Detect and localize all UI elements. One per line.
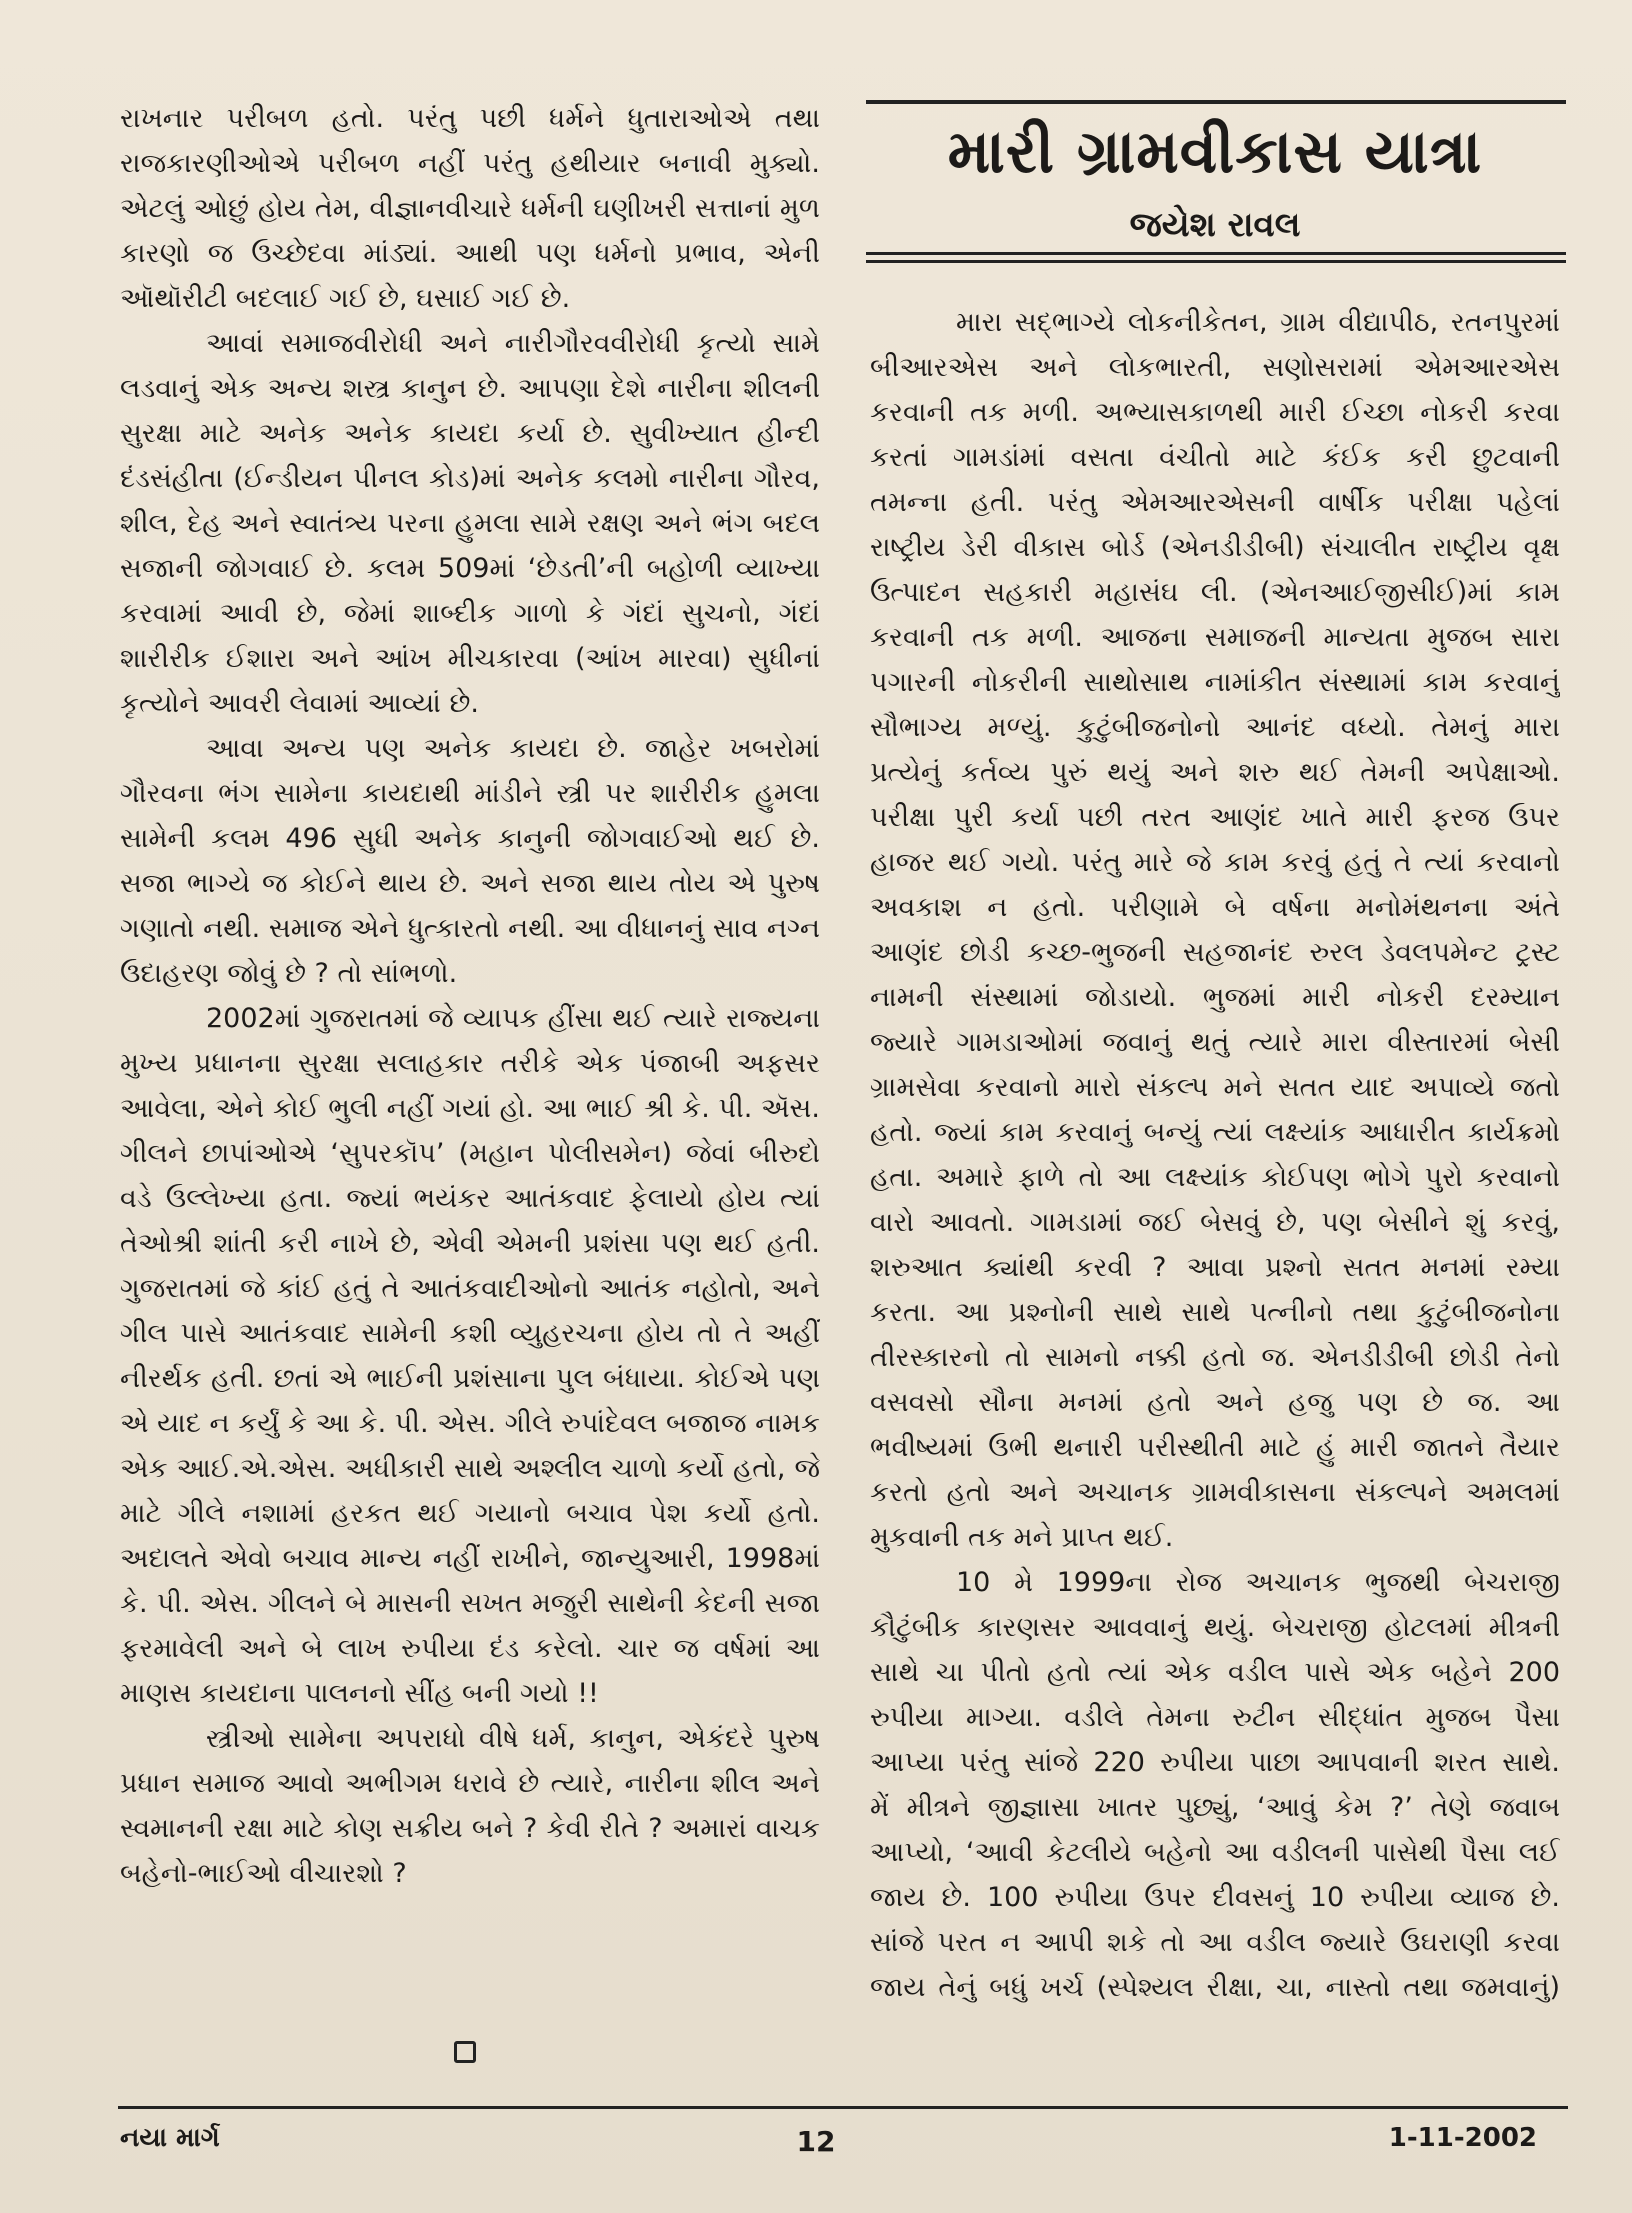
text-line: તેઓશ્રી શાંતી કરી નાખે છે, એવી એમની પ્રશંસા પણ થઈ હતી. <box>120 1228 820 1259</box>
text-line: દંડસંહીતા (ઈન્ડીયન પીનલ કોડ)માં અનેક કલમો નારીના ગૌરવ, <box>120 463 820 494</box>
text-line: લડવાનું એક અન્ય શસ્ત્ર કાનુન છે. આપણા દેશે નારીના શીલની <box>120 373 820 404</box>
article-author: જયેશ રાવલ <box>1129 205 1301 245</box>
text-line: સુરક્ષા માટે અનેક અનેક કાયદા કર્યા છે. સુવીખ્યાત હીન્દી <box>120 418 820 449</box>
text-line: ઉત્પાદન સહકારી મહાસંઘ લી. (એનઆઈજીસીઈ)માં કામ <box>870 577 1560 608</box>
text-line: ભવીષ્યમાં ઉભી થનારી પરીસ્થીતી માટે હું મારી જાતને તૈયાર <box>870 1432 1560 1463</box>
text-line: હતો. જ્યાં કામ કરવાનું બન્યું ત્યાં લક્ષ્યાંક આધારીત કાર્યક્રમો <box>870 1117 1560 1148</box>
text-line: કરવાની તક મળી. આજના સમાજની માન્યતા મુજબ સારા <box>870 622 1560 653</box>
text-line: પ્રધાન સમાજ આવો અભીગમ ધરાવે છે ત્યારે, નારીના શીલ અને <box>120 1768 820 1799</box>
text-line: સામેની કલમ 496 સુધી અનેક કાનુની જોગવાઈઓ થઈ છે. <box>120 823 820 854</box>
text-line: નીરર્થક હતી. છતાં એ ભાઈની પ્રશંસાના પુલ બંધાયા. કોઈએ પણ <box>120 1363 820 1394</box>
text-line: ગુજરાતમાં જે કાંઈ હતું તે આતંકવાદીઓનો આતંક નહોતો, અને <box>120 1273 820 1304</box>
author-rule-2 <box>866 260 1566 263</box>
text-line: પ્રત્યેનું કર્તવ્ય પુરું થયું અને શરુ થઈ તેમની અપેક્ષાઓ. <box>870 757 1560 788</box>
text-line: તમન્ના હતી. પરંતુ એમઆરએસની વાર્ષીક પરીક્ષા પહેલાં <box>870 487 1560 518</box>
text-line: કરવામાં આવી છે, જેમાં શાબ્દીક ગાળો કે ગંદાં સુચનો, ગંદાં <box>120 598 820 629</box>
end-of-article-mark <box>454 2041 476 2063</box>
text-line: આવેલા, એને કોઈ ભુલી નહીં ગયાં હો. આ ભાઈ શ્રી કે. પી. ઍસ. <box>120 1093 820 1124</box>
right-column <box>870 300 1560 2010</box>
text-line: સૌભાગ્ય મળ્યું. કુટુંબીજનોનો આનંદ વધ્યો. તેમનું મારા <box>870 712 1560 743</box>
text-line: એક આઈ.એ.એસ. અધીકારી સાથે અશ્લીલ ચાળો કર્યો હતો, જે <box>120 1453 820 1484</box>
text-line: આણંદ છોડી કચ્છ-ભુજની સહજાનંદ રુરલ ડેવલપમેન્ટ ટ્રસ્ટ <box>870 937 1560 968</box>
text-line: રાષ્ટ્રીય ડેરી વીકાસ બોર્ડ (એનડીડીબી) સંચાલીત રાષ્ટ્રીય વૃક્ષ <box>870 532 1560 563</box>
article-title: મારી ગ્રામવીકાસ યાત્રા <box>947 117 1483 187</box>
text-line: મુખ્ય પ્રધાનના સુરક્ષા સલાહકાર તરીકે એક પંજાબી અફસર <box>120 1048 820 1079</box>
author-rule-1 <box>866 252 1566 255</box>
text-line: કે. પી. એસ. ગીલને બે માસની સખત મજુરી સાથેની કેદની સજા <box>120 1588 820 1619</box>
text-line: કૃત્યોને આવરી લેવામાં આવ્યાં છે. <box>120 688 479 719</box>
text-line: અદાલતે એવો બચાવ માન્ય નહીં રાખીને, જાન્યુઆરી, 1998માં <box>120 1543 820 1574</box>
text-line: મારા સદ્ભાગ્યે લોકનીકેતન, ગ્રામ વીદ્યાપીઠ, રતનપુરમાં <box>956 307 1560 338</box>
text-line: વસવસો સૌના મનમાં હતો અને હજુ પણ છે જ. આ <box>870 1387 1560 1418</box>
text-line: સજાની જોગવાઈ છે. કલમ 509માં ‘છેડતી’ની બહોળી વ્યાખ્યા <box>120 553 820 584</box>
text-line: પરીક્ષા પુરી કર્યા પછી તરત આણંદ ખાતે મારી ફરજ ઉપર <box>870 802 1560 833</box>
text-line: જ્યારે ગામડાઓમાં જવાનું થતું ત્યારે મારા વીસ્તારમાં બેસી <box>870 1027 1560 1058</box>
text-line: એ યાદ ન કર્યું કે આ કે. પી. એસ. ગીલે રુપાંદેવલ બજાજ નામક <box>120 1408 820 1439</box>
text-line: કરતાં ગામડાંમાં વસતા વંચીતો માટે કંઈક કરી છુટવાની <box>870 442 1560 473</box>
text-line: કરતો હતો અને અચાનક ગ્રામવીકાસના સંકલ્પને અમલમાં <box>870 1477 1560 1508</box>
text-line: આપ્યો, ‘આવી કેટલીયે બહેનો આ વડીલની પાસેથી પૈસા લઈ <box>870 1837 1560 1868</box>
text-line: આવા અન્ય પણ અનેક કાયદા છે. જાહેર ખબરોમાં <box>206 733 820 764</box>
text-line: મેં મીત્રને જીજ્ઞાસા ખાતર પુછ્યું, ‘આવું કેમ ?’ તેણે જવાબ <box>870 1792 1560 1823</box>
text-line: શારીરીક ઈશારા અને આંખ મીચકારવા (આંખ મારવા) સુધીનાં <box>120 643 820 674</box>
text-line: ઑથૉરીટી બદલાઈ ગઈ છે, ઘસાઈ ગઈ છે. <box>120 283 571 314</box>
left-column <box>120 96 820 1896</box>
text-line: આપ્યા પરંતુ સાંજે 220 રુપીયા પાછા આપવાની શરત સાથે. <box>870 1747 1560 1778</box>
footer-date: 1-11-2002 <box>1388 2123 1537 2153</box>
text-line: જાય છે. 100 રુપીયા ઉપર દીવસનું 10 રુપીયા વ્યાજ છે. <box>870 1882 1560 1913</box>
footer-page-number: 12 <box>796 2125 836 2158</box>
text-line: બહેનો-ભાઈઓ વીચારશો ? <box>120 1858 407 1889</box>
text-line: સ્વમાનની રક્ષા માટે કોણ સક્રીય બને ? કેવી રીતે ? અમારાં વાચક <box>120 1813 820 1844</box>
text-line: રાખનાર પરીબળ હતો. પરંતુ પછી ધર્મને ધુતારાઓએ તથા <box>120 103 820 134</box>
text-line: જાય તેનું બધું ખર્ચ (સ્પેશ્યલ રીક્ષા, ચા, નાસ્તો તથા જમવાનું) <box>870 1972 1560 2003</box>
text-line: હાજર થઈ ગયો. પરંતુ મારે જે કામ કરવું હતું તે ત્યાં કરવાનો <box>870 847 1560 878</box>
text-line: માટે ગીલે નશામાં હરકત થઈ ગયાનો બચાવ પેશ કર્યો હતો. <box>120 1498 820 1529</box>
text-line: એટલું ઓછું હોય તેમ, વીજ્ઞાનવીચારે ધર્મની ઘણીખરી સત્તાનાં મુળ <box>120 193 820 224</box>
text-line: કારણો જ ઉચ્છેદવા માંડ્યાં. આથી પણ ધર્મનો પ્રભાવ, એની <box>120 238 820 269</box>
text-line: પગારની નોકરીની સાથોસાથ નામાંકીત સંસ્થામાં કામ કરવાનું <box>870 667 1560 698</box>
text-line: હતા. અમારે ફાળે તો આ લક્ષ્યાંક કોઈપણ ભોગે પુરો કરવાનો <box>870 1162 1560 1193</box>
text-line: સ્ત્રીઓ સામેના અપરાધો વીષે ધર્મ, કાનુન, એકંદરે પુરુષ <box>206 1723 820 1754</box>
footer-rule <box>118 2106 1568 2109</box>
text-line: ગીલ પાસે આતંકવાદ સામેની કશી વ્યુહરચના હોય તો તે અહીં <box>120 1318 820 1349</box>
text-line: 10 મે 1999ના રોજ અચાનક ભુજથી બેચરાજી <box>956 1567 1560 1598</box>
text-line: 2002માં ગુજરાતમાં જે વ્યાપક હીંસા થઈ ત્યારે રાજ્યના <box>206 1003 820 1034</box>
text-line: બીઆરએસ અને લોકભારતી, સણોસરામાં એમઆરએસ <box>870 352 1560 383</box>
text-line: શરુઆત ક્યાંથી કરવી ? આવા પ્રશ્નો સતત મનમાં રમ્યા <box>870 1252 1560 1283</box>
text-line: માણસ કાયદાના પાલનનો સીંહ બની ગયો !! <box>120 1678 599 1709</box>
footer-publication-name: નયા માર્ગ <box>120 2123 220 2153</box>
text-line: રુપીયા માગ્યા. વડીલે તેમના રુટીન સીદ્ધાંત મુજબ પૈસા <box>870 1702 1560 1733</box>
text-line: રાજકારણીઓએ પરીબળ નહીં પરંતુ હથીયાર બનાવી મુક્યો. <box>120 148 820 179</box>
text-line: સાંજે પરત ન આપી શકે તો આ વડીલ જ્યારે ઉઘરાણી કરવા <box>870 1927 1560 1958</box>
text-line: અવકાશ ન હતો. પરીણામે બે વર્ષના મનોમંથનના અંતે <box>870 892 1560 923</box>
text-line: મુકવાની તક મને પ્રાપ્ત થઈ. <box>870 1522 1174 1553</box>
text-line: આવાં સમાજવીરોધી અને નારીગૌરવવીરોધી કૃત્યો સામે <box>206 328 820 359</box>
text-line: શીલ, દેહ અને સ્વાતંત્ર્ય પરના હુમલા સામે રક્ષણ અને ભંગ બદલ <box>120 508 820 539</box>
text-line: ગણાતો નથી. સમાજ એને ધુત્કારતો નથી. આ વીધાનનું સાવ નગ્ન <box>120 913 820 944</box>
text-line: ગૌરવના ભંગ સામેના કાયદાથી માંડીને સ્ત્રી પર શારીરીક હુમલા <box>120 778 820 809</box>
text-line: કરતા. આ પ્રશ્નોની સાથે સાથે પત્નીનો તથા કુટુંબીજનોના <box>870 1297 1560 1328</box>
text-line: ઉદાહરણ જોવું છે ? તો સાંભળો. <box>120 958 458 989</box>
text-line: ગીલને છાપાંઓએ ‘સુપરકૉપ’ (મહાન પોલીસમેન) જેવાં બીરુદો <box>120 1138 820 1169</box>
title-top-rule <box>866 100 1566 104</box>
text-line: વારો આવતો. ગામડામાં જઈ બેસવું છે, પણ બેસીને શું કરવું, <box>870 1207 1560 1238</box>
text-line: સાથે ચા પીતો હતો ત્યાં એક વડીલ પાસે એક બહેને 200 <box>870 1657 1560 1688</box>
text-line: કરવાની તક મળી. અભ્યાસકાળથી મારી ઈચ્છા નોકરી કરવા <box>870 397 1560 428</box>
text-line: તીરસ્કારનો તો સામનો નક્કી હતો જ. એનડીડીબી છોડી તેનો <box>870 1342 1560 1373</box>
text-line: ગ્રામસેવા કરવાનો મારો સંકલ્પ મને સતત યાદ અપાવ્યે જતો <box>870 1072 1560 1103</box>
text-line: સજા ભાગ્યે જ કોઈને થાય છે. અને સજા થાય તોય એ પુરુષ <box>120 868 820 899</box>
text-line: વડે ઉલ્લેખ્યા હતા. જ્યાં ભયંકર આતંકવાદ ફેલાયો હોય ત્યાં <box>120 1183 820 1214</box>
text-line: કૌટુંબીક કારણસર આવવાનું થયું. બેચરાજી હોટલમાં મીત્રની <box>870 1612 1560 1643</box>
text-line: ફરમાવેલી અને બે લાખ રુપીયા દંડ કરેલો. ચાર જ વર્ષમાં આ <box>120 1633 820 1664</box>
text-line: નામની સંસ્થામાં જોડાયો. ભુજમાં મારી નોકરી દરમ્યાન <box>870 982 1560 1013</box>
